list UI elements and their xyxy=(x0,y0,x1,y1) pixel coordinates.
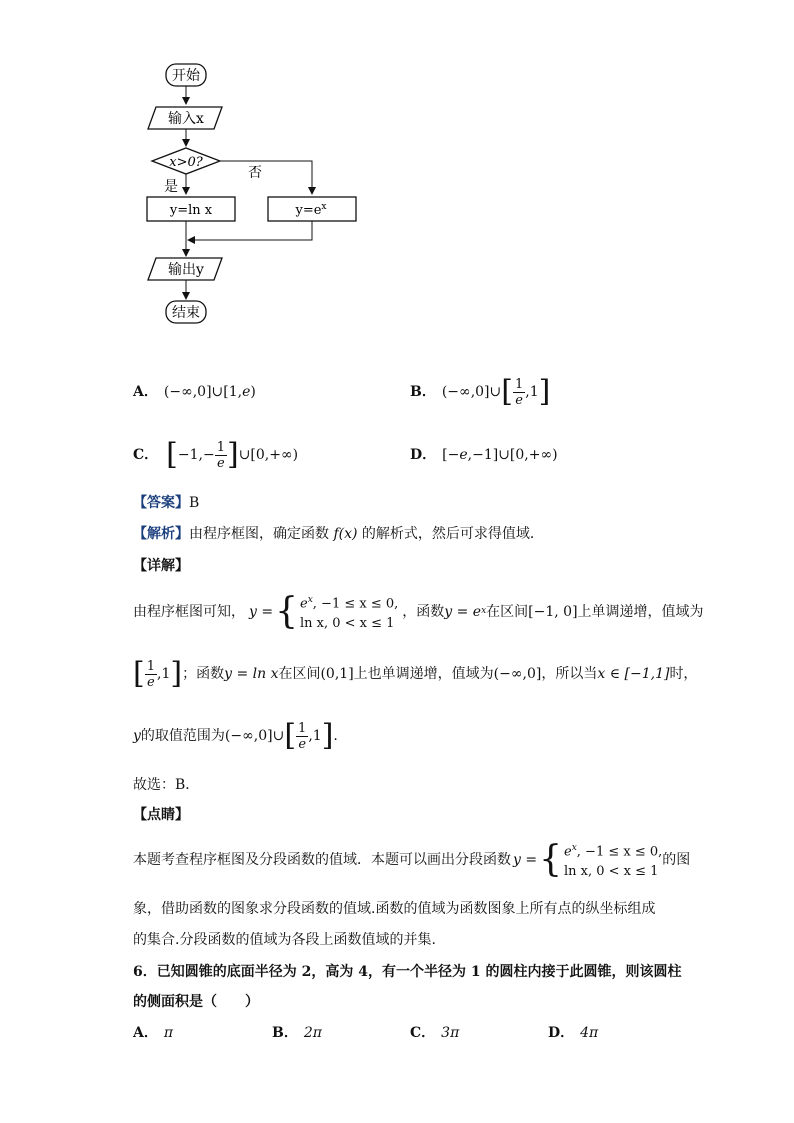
option-a: A． (−∞,0]∪[1,e) xyxy=(133,384,256,400)
option-d: D． [−e,−1]∪[0,+∞) xyxy=(410,447,558,463)
output-label: 输出y xyxy=(168,262,204,278)
q6-option-a: A． π xyxy=(133,1025,174,1041)
box-ln-label: y=ln x xyxy=(169,203,213,218)
q6-line-2: 的侧面积是（ ） xyxy=(133,994,259,1010)
q6-option-b: B． 2π xyxy=(272,1025,322,1041)
no-label: 否 xyxy=(248,165,262,181)
box-exp-sup: x xyxy=(321,202,327,212)
end-label: 结束 xyxy=(172,305,200,321)
input-label: 输入x xyxy=(168,111,204,127)
detail-conclusion: 故选：B． xyxy=(133,777,200,793)
box-exp-label: y=e xyxy=(295,203,322,218)
start-label: 开始 xyxy=(172,68,200,84)
condition-label: x>0? xyxy=(169,155,203,170)
detail-line-3: y 的取值范围为 (−∞,0]∪ [ 1 e ,1 ] . xyxy=(133,718,338,753)
comment-line-2: 象，借助函数的图象求分段函数的值域.函数的值域为函数图象上所有点的纵坐标组成 xyxy=(133,901,656,917)
detail-tag: 【详解】 xyxy=(133,558,189,574)
comment-tag: 【点睛】 xyxy=(133,807,189,823)
analysis-line: 【解析】由程序框图，确定函数 f(x) 的解析式，然后可求得值域． xyxy=(133,526,544,542)
q6-option-c: C． 3π xyxy=(410,1025,460,1041)
flowchart xyxy=(0,0,400,340)
detail-line-1: 由程序框图可知， y = { $e^x$, −1 ≤ x ≤ 0, ln x, 0 < x ≤ 1 ，函数 y = e x 在区间 [−1, 0] 上单调递增，值域为 xyxy=(133,591,704,632)
comment-line-3: 的集合.分段函数的值域为各段上函数值域的并集. xyxy=(133,932,436,948)
detail-line-2: [ 1 e ,1 ] ；函数 y = ln x 在区间 (0,1] 上也单调递增，值域为 (−∞,0] ，所以当 x ∈ [−1,1] 时， xyxy=(133,656,698,691)
q6-line-1: 6．已知圆锥的底面半径为 2，高为 4，有一个半径为 1 的圆柱内接于此圆锥，则该圆柱 xyxy=(133,964,682,980)
option-c: C． [ −1,− $\frac{1}{e}$ ] ∪[0,+∞) xyxy=(133,437,299,472)
answer-line: 【答案】B xyxy=(133,495,200,511)
q6-option-d: D． 4π xyxy=(548,1025,599,1041)
comment-line-1: 本题考查程序框图及分段函数的值域．本题可以画出分段函数 y = { $e^x$, −1 ≤ x ≤ 0, ln x, 0 < x ≤ 1 的图 xyxy=(133,839,691,880)
option-b: B． (−∞,0]∪ [ 1 e ,1 ] xyxy=(410,374,551,409)
yes-label: 是 xyxy=(164,179,178,195)
